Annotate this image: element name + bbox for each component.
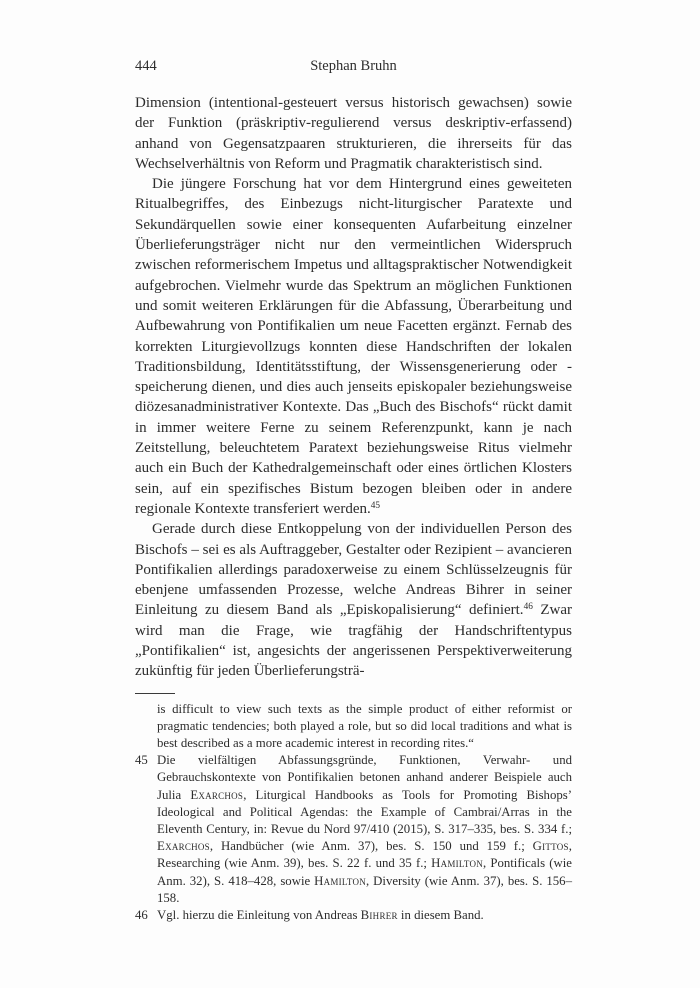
main-text [135, 93, 572, 682]
footnote-46 [135, 907, 572, 924]
smallcaps-name: Bihrer [360, 908, 398, 923]
running-title: Stephan Bruhn [310, 58, 397, 74]
smallcaps-name: Gittos [532, 839, 569, 854]
footnote-45 [135, 752, 572, 907]
footnote-number: 46 [135, 908, 148, 923]
text-run: , Liturgical Handbooks as Tools for Promoting Bishops’ Ideological and Political Agendas: the Example of Cambrai/Arras in the Eleventh Century, in: Revue du Nord 97/410 (2015), S. 317–335, bes. S. 334 f.; [157, 787, 572, 837]
text-run: , Handbücher (wie Anm. 37), bes. S. 150 und 159 f.; [209, 839, 533, 854]
footnote-text [157, 908, 484, 922]
text-run: , Diversity (wie Anm. 37), bes. S. 156–158. [157, 873, 572, 905]
smallcaps-name: Hamilton [431, 856, 483, 871]
footnote-text [157, 753, 572, 905]
footnote-number: 45 [135, 753, 148, 768]
smallcaps-name: Exarchos [157, 839, 210, 854]
text-run: , Researching (wie Anm. 39), bes. S. 22 f. und 35 f.; [157, 839, 572, 871]
text-run: in diesem Band. [397, 908, 484, 923]
footnote-continuation [135, 701, 572, 753]
text-run: Die jüngere Forschung hat vor dem Hintergrund eines geweiteten Ritualbegriffes, des Einbezugs nicht-liturgischer Paratexte und Sekundärquellen sowie einer konsequenten Aufarbeitung einzelner Überlieferungsträger nicht nur den vermeintlichen Widerspruch zwischen reformerischem Impetus und alltagspraktischer Notwendigkeit aufgebrochen. Vielmehr wurde das Spektrum an möglichen Funktionen und somit weiteren Erklärungen für die Abfassung, Überarbeitung und Aufbewahrung von Pontifikalien um neue Facetten ergänzt. Fernab des korrekten Liturgievollzugs konnten diese Handschriften der lokalen Traditionsbildung, Identitätsstiftung, der Wissensgenerierung oder -speicherung dienen, und dies auch jenseits episkopaler beziehungsweise diözesanadministrativer Kontexte. Das „Buch des Bischofs“ rückt damit in immer weitere Ferne zu seinem Referenzpunkt, kann je nach Zeitstellung, beleuchtetem Paratext beziehungsweise Ritus vielmehr auch ein Buch der Kathedralgemeinschaft oder eines örtlichen Klosters sein, auf ein spezifisches Bistum bezogen bleiben oder in andere regionale Kontexte transferiert werden. [135, 176, 572, 517]
footnote-separator-rule [135, 693, 175, 694]
smallcaps-name: Hamilton [314, 873, 366, 888]
text-run: is difficult to view such texts as the simple product of either reformist or pragmatic tendencies; both played a role, but so did local traditions and what is best described as a more academic interest in recording rites.“ [157, 701, 572, 751]
page-number: 444 [135, 58, 157, 74]
paragraph [135, 519, 572, 681]
footnote-ref: 46 [523, 602, 533, 613]
text-run: Zwar wird man die Frage, wie tragfähig der Handschriftentypus „Pontifikalien“ ist, angesichts der angerissenen Perspektiverweiterung zukünftig für jeden Überlieferungsträ- [135, 602, 572, 680]
text-run: Dimension (intentional-gesteuert versus historisch gewachsen) sowie der Funktion (präskriptiv-regulierend versus deskriptiv-erfassend) anhand von Gegensatzpaaren strukturieren, die ihrerseits für das Wechselverhältnis von Reform und Pragmatik charakteristisch sind. [135, 95, 572, 172]
text-run: Vgl. hierzu die Einleitung von Andreas [157, 908, 361, 923]
text-run: Die vielfältigen Abfassungsgründe, Funktionen, Verwahr- und Gebrauchskontexte von Pontifikalien betonen anhand anderer Beispiele auch Julia [157, 753, 572, 802]
text-run: Gerade durch diese Entkoppelung von der individuellen Person des Bischofs – sei es als Auftraggeber, Gestalter oder Rezipient – avancieren Pontifikalien allerdings paradoxerweise zu einem Schlüsselzeugnis für ebenjene umfassenden Prozesse, welche Andreas Bihrer in seiner Einleitung zu diesem Band als „Episkopalisierung“ definiert. [135, 521, 572, 619]
text-run: , Pontificals (wie Anm. 32), S. 418–428, sowie [157, 856, 572, 888]
paragraph [135, 93, 572, 174]
footnote-ref: 45 [370, 500, 381, 511]
page-header [135, 58, 572, 74]
footnote-text [157, 702, 572, 750]
smallcaps-name: Exarchos [190, 787, 244, 802]
footnote-section [135, 701, 572, 925]
text-column [135, 58, 572, 924]
paragraph [135, 174, 572, 519]
